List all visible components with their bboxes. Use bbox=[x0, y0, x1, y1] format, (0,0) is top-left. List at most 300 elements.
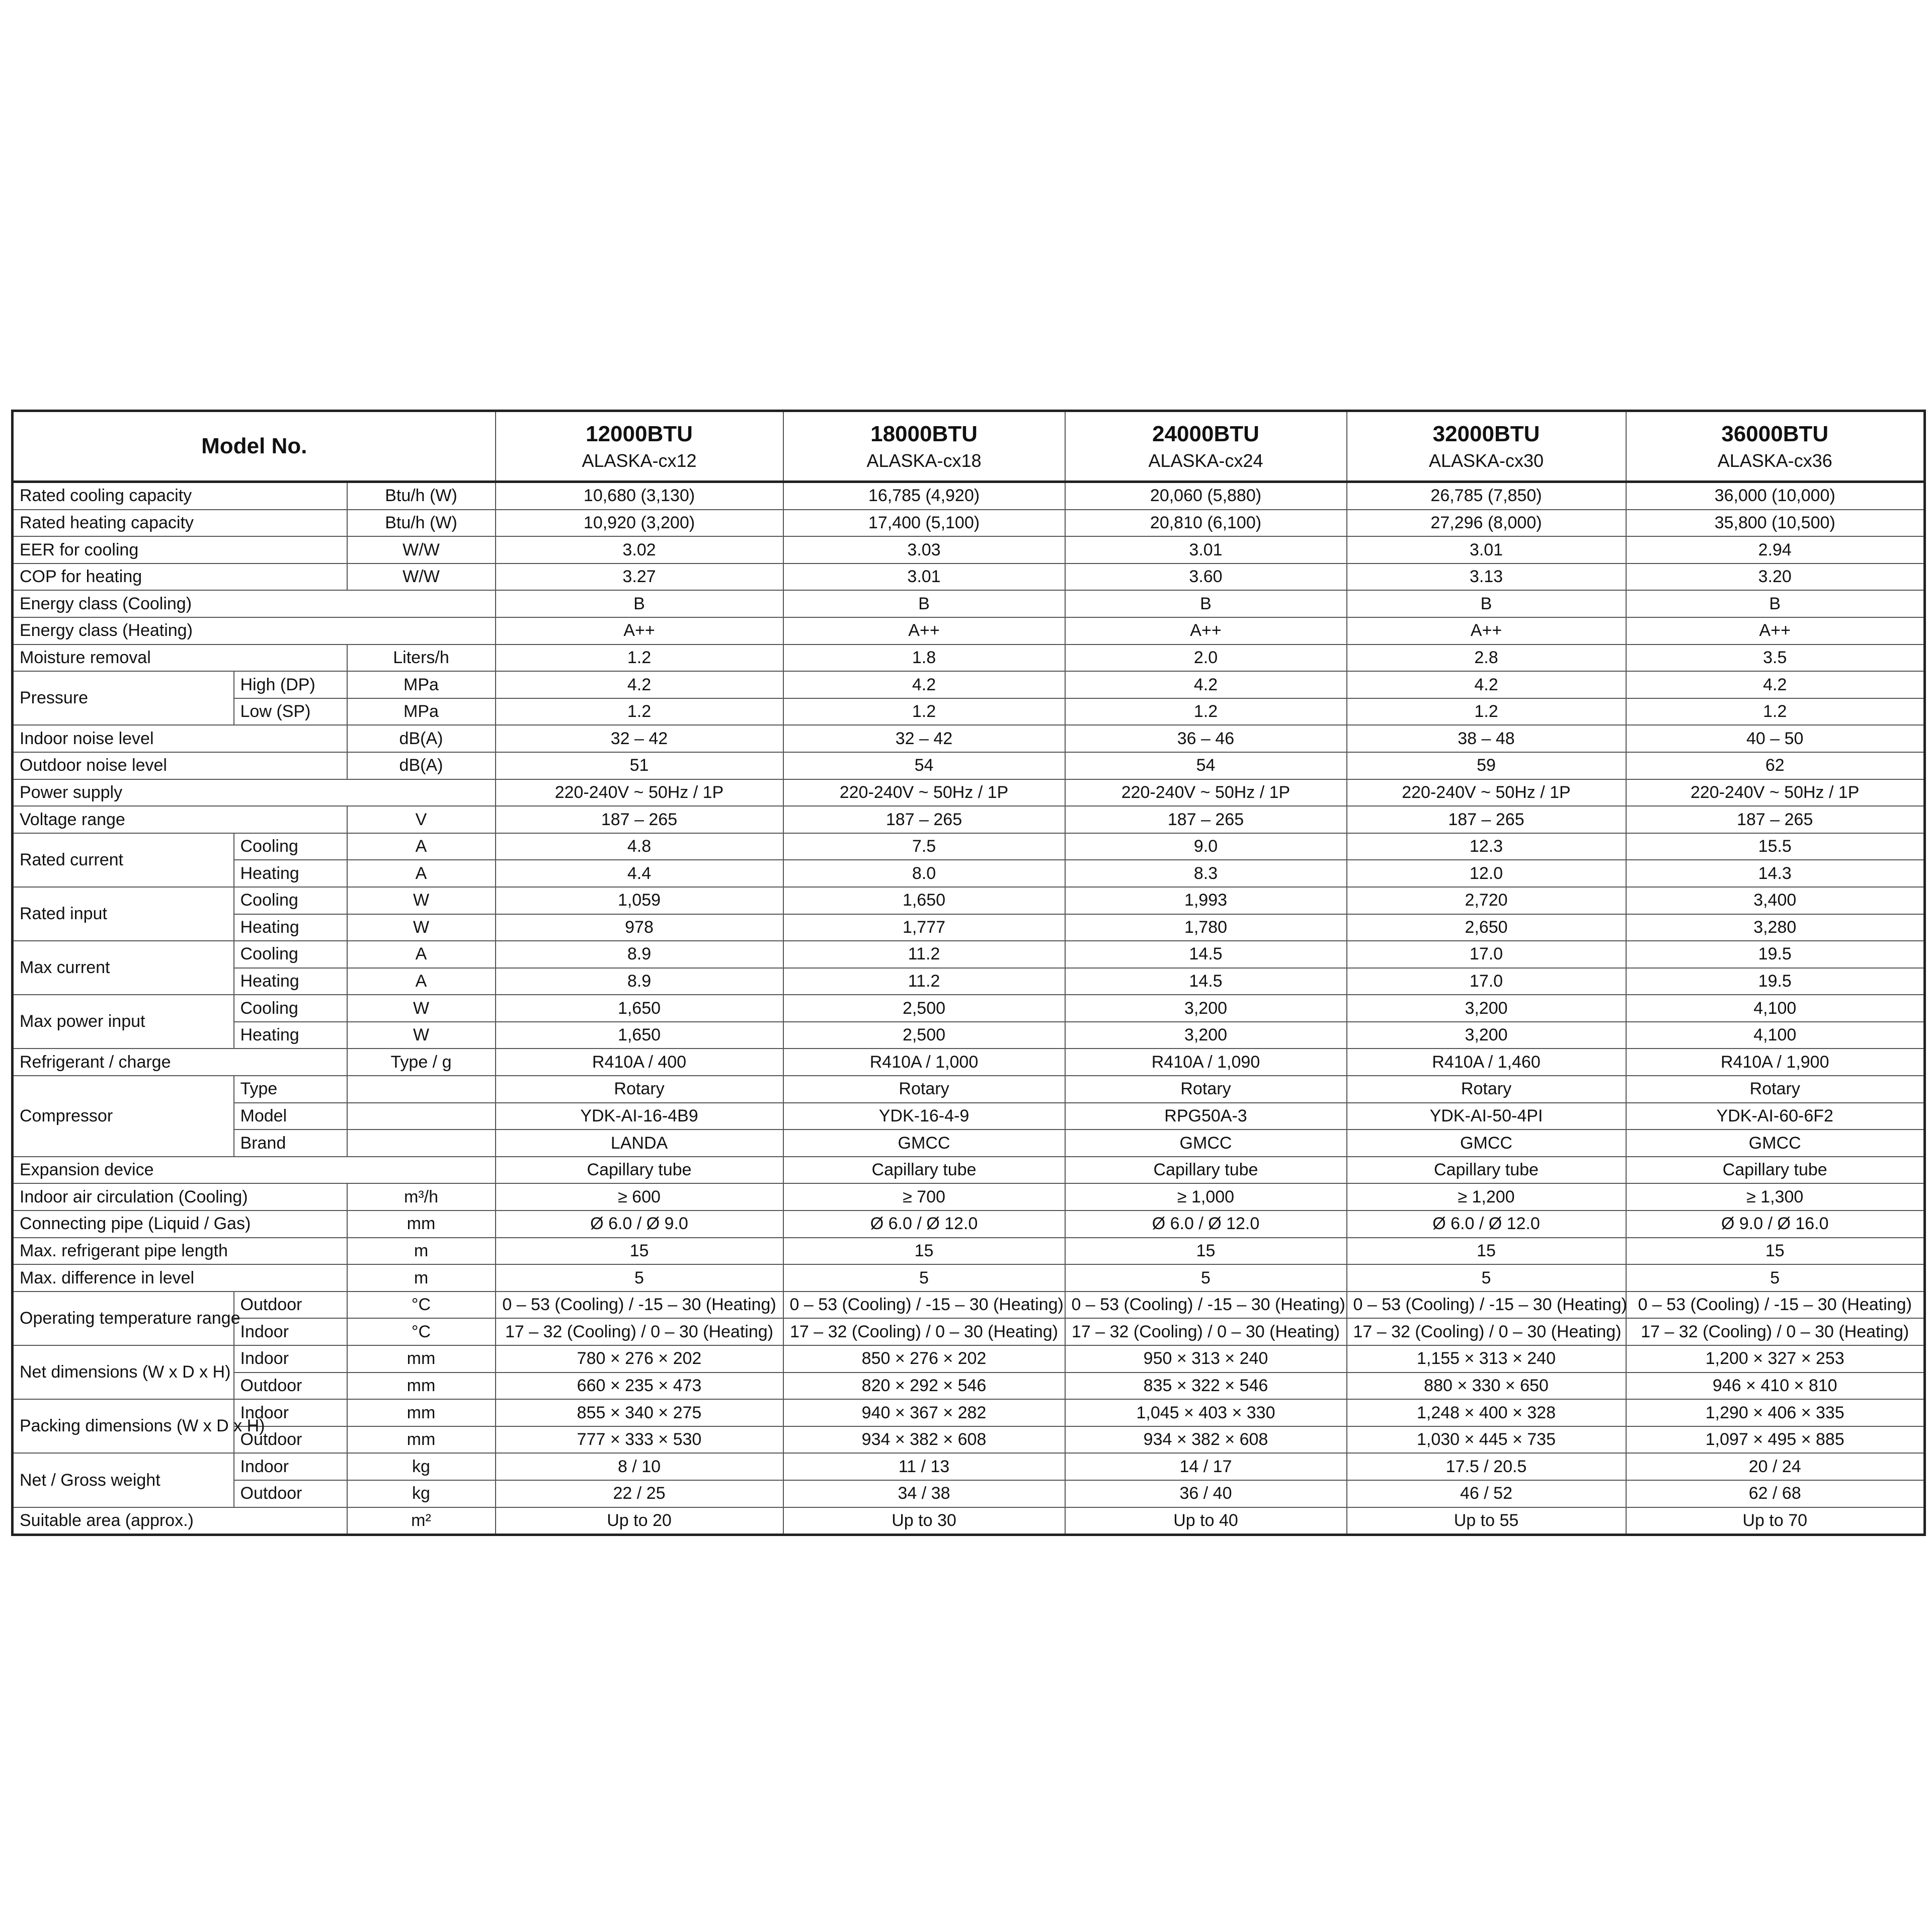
spec-value: 780 × 276 × 202 bbox=[496, 1345, 783, 1373]
row-sub-label: Heating bbox=[234, 968, 347, 995]
row-unit: m² bbox=[347, 1507, 496, 1535]
spec-value: 20 / 24 bbox=[1626, 1453, 1925, 1480]
spec-value: GMCC bbox=[1065, 1130, 1347, 1157]
spec-value: 0 – 53 (Cooling) / -15 – 30 (Heating) bbox=[496, 1292, 783, 1319]
spec-row bbox=[13, 1103, 1925, 1130]
spec-row bbox=[13, 1022, 1925, 1049]
spec-value: B bbox=[783, 590, 1065, 617]
row-label: Operating temperature range bbox=[13, 1292, 234, 1345]
row-unit: m bbox=[347, 1238, 496, 1265]
spec-value: 4.2 bbox=[496, 671, 783, 698]
spec-value: 1.2 bbox=[1626, 698, 1925, 726]
spec-value: Capillary tube bbox=[783, 1157, 1065, 1184]
spec-value: 20,810 (6,100) bbox=[1065, 510, 1347, 537]
row-unit: m³/h bbox=[347, 1183, 496, 1211]
row-label: Max power input bbox=[13, 995, 234, 1049]
spec-value: 820 × 292 × 546 bbox=[783, 1373, 1065, 1400]
spec-value: 1.2 bbox=[1065, 698, 1347, 726]
spec-value: 10,680 (3,130) bbox=[496, 482, 783, 510]
spec-value: 3.5 bbox=[1626, 645, 1925, 672]
row-label: Compressor bbox=[13, 1076, 234, 1157]
spec-value: R410A / 400 bbox=[496, 1049, 783, 1076]
spec-row bbox=[13, 1130, 1925, 1157]
spec-value: 5 bbox=[496, 1264, 783, 1292]
spec-value: 2.8 bbox=[1347, 645, 1626, 672]
spec-value: 15 bbox=[496, 1238, 783, 1265]
spec-row bbox=[13, 1211, 1925, 1238]
row-sub-label: Outdoor bbox=[234, 1480, 347, 1507]
spec-value: 0 – 53 (Cooling) / -15 – 30 (Heating) bbox=[783, 1292, 1065, 1319]
row-unit: kg bbox=[347, 1453, 496, 1480]
spec-value: Ø 6.0 / Ø 12.0 bbox=[783, 1211, 1065, 1238]
model-header-3 bbox=[1065, 411, 1347, 482]
spec-value: 3.01 bbox=[1065, 536, 1347, 564]
model-header-1 bbox=[496, 411, 783, 482]
row-sub-label: High (DP) bbox=[234, 671, 347, 698]
spec-value: 14 / 17 bbox=[1065, 1453, 1347, 1480]
model-btu: 18000BTU bbox=[870, 422, 978, 446]
spec-value: 2,500 bbox=[783, 1022, 1065, 1049]
spec-value: 187 – 265 bbox=[783, 806, 1065, 833]
spec-value: 15 bbox=[783, 1238, 1065, 1265]
row-unit: W bbox=[347, 887, 496, 914]
spec-value: ≥ 600 bbox=[496, 1183, 783, 1211]
spec-value: 3.60 bbox=[1065, 564, 1347, 591]
row-label: Indoor air circulation (Cooling) bbox=[13, 1183, 347, 1211]
spec-value: 2.0 bbox=[1065, 645, 1347, 672]
spec-row bbox=[13, 1399, 1925, 1426]
spec-value: Capillary tube bbox=[1626, 1157, 1925, 1184]
spec-row bbox=[13, 1157, 1925, 1184]
spec-value: 3,200 bbox=[1065, 995, 1347, 1022]
spec-row bbox=[13, 1345, 1925, 1373]
spec-value: R410A / 1,460 bbox=[1347, 1049, 1626, 1076]
row-unit: A bbox=[347, 860, 496, 887]
row-unit: °C bbox=[347, 1292, 496, 1319]
row-sub-label: Brand bbox=[234, 1130, 347, 1157]
spec-value: YDK-AI-16-4B9 bbox=[496, 1103, 783, 1130]
spec-value: A++ bbox=[1065, 617, 1347, 645]
model-code: ALASKA-cx12 bbox=[582, 450, 697, 471]
spec-value: 880 × 330 × 650 bbox=[1347, 1373, 1626, 1400]
model-btu: 24000BTU bbox=[1152, 422, 1259, 446]
spec-row bbox=[13, 833, 1925, 860]
spec-value: 1,290 × 406 × 335 bbox=[1626, 1399, 1925, 1426]
spec-value: 22 / 25 bbox=[496, 1480, 783, 1507]
spec-value: 35,800 (10,500) bbox=[1626, 510, 1925, 537]
row-label: Net dimensions (W x D x H) bbox=[13, 1345, 234, 1399]
header-row bbox=[13, 411, 1925, 482]
spec-value: 1,045 × 403 × 330 bbox=[1065, 1399, 1347, 1426]
spec-value: 1.8 bbox=[783, 645, 1065, 672]
spec-value: 15 bbox=[1065, 1238, 1347, 1265]
spec-row bbox=[13, 1183, 1925, 1211]
spec-value: 36,000 (10,000) bbox=[1626, 482, 1925, 510]
spec-row bbox=[13, 1076, 1925, 1103]
spec-value: 4.2 bbox=[1626, 671, 1925, 698]
spec-value: 3,400 bbox=[1626, 887, 1925, 914]
spec-value: Up to 20 bbox=[496, 1507, 783, 1535]
row-unit: A bbox=[347, 833, 496, 860]
spec-value: A++ bbox=[496, 617, 783, 645]
spec-row bbox=[13, 1292, 1925, 1319]
spec-value: YDK-AI-60-6F2 bbox=[1626, 1103, 1925, 1130]
spec-value: RPG50A-3 bbox=[1065, 1103, 1347, 1130]
spec-value: 1,155 × 313 × 240 bbox=[1347, 1345, 1626, 1373]
row-unit: V bbox=[347, 806, 496, 833]
spec-value: 4,100 bbox=[1626, 1022, 1925, 1049]
spec-row bbox=[13, 1238, 1925, 1265]
spec-row bbox=[13, 617, 1925, 645]
spec-value: 2,650 bbox=[1347, 914, 1626, 941]
spec-row bbox=[13, 1049, 1925, 1076]
row-sub-label: Indoor bbox=[234, 1318, 347, 1345]
spec-value: 17 – 32 (Cooling) / 0 – 30 (Heating) bbox=[1347, 1318, 1626, 1345]
spec-value: 3.01 bbox=[1347, 536, 1626, 564]
spec-value: 2,500 bbox=[783, 995, 1065, 1022]
spec-table bbox=[11, 410, 1926, 1536]
spec-value: 4.2 bbox=[1347, 671, 1626, 698]
spec-value: ≥ 700 bbox=[783, 1183, 1065, 1211]
row-unit: A bbox=[347, 968, 496, 995]
spec-row bbox=[13, 860, 1925, 887]
row-unit: Btu/h (W) bbox=[347, 482, 496, 510]
spec-row bbox=[13, 590, 1925, 617]
row-unit bbox=[347, 1103, 496, 1130]
spec-value: 8 / 10 bbox=[496, 1453, 783, 1480]
model-no-label: Model No. bbox=[13, 411, 496, 482]
spec-value: ≥ 1,200 bbox=[1347, 1183, 1626, 1211]
row-unit: W/W bbox=[347, 564, 496, 591]
spec-row bbox=[13, 1318, 1925, 1345]
row-sub-label: Indoor bbox=[234, 1453, 347, 1480]
row-unit: mm bbox=[347, 1399, 496, 1426]
spec-value: 4.4 bbox=[496, 860, 783, 887]
row-sub-label: Heating bbox=[234, 914, 347, 941]
spec-value: 934 × 382 × 608 bbox=[1065, 1426, 1347, 1454]
spec-value: 11.2 bbox=[783, 941, 1065, 968]
spec-value: 62 bbox=[1626, 752, 1925, 779]
row-unit: mm bbox=[347, 1345, 496, 1373]
row-label: Max. difference in level bbox=[13, 1264, 347, 1292]
spec-value: Rotary bbox=[1347, 1076, 1626, 1103]
row-unit: dB(A) bbox=[347, 752, 496, 779]
model-code: ALASKA-cx24 bbox=[1148, 450, 1263, 471]
spec-value: B bbox=[496, 590, 783, 617]
spec-value: 5 bbox=[1626, 1264, 1925, 1292]
row-unit: W bbox=[347, 914, 496, 941]
spec-value: 32 – 42 bbox=[783, 725, 1065, 752]
spec-value: 17.5 / 20.5 bbox=[1347, 1453, 1626, 1480]
spec-value: 220-240V ~ 50Hz / 1P bbox=[1347, 779, 1626, 807]
row-unit: mm bbox=[347, 1426, 496, 1454]
row-label: Net / Gross weight bbox=[13, 1453, 234, 1507]
spec-row bbox=[13, 482, 1925, 510]
row-unit: mm bbox=[347, 1373, 496, 1400]
row-label: Packing dimensions (W x D x H) bbox=[13, 1399, 234, 1453]
row-unit: A bbox=[347, 941, 496, 968]
spec-value: B bbox=[1347, 590, 1626, 617]
spec-value: 1,030 × 445 × 735 bbox=[1347, 1426, 1626, 1454]
spec-value: ≥ 1,300 bbox=[1626, 1183, 1925, 1211]
row-label: Max current bbox=[13, 941, 234, 995]
spec-value: B bbox=[1065, 590, 1347, 617]
row-label: Moisture removal bbox=[13, 645, 347, 672]
spec-row bbox=[13, 887, 1925, 914]
spec-value: 187 – 265 bbox=[1347, 806, 1626, 833]
model-header-5 bbox=[1626, 411, 1925, 482]
spec-value: 2.94 bbox=[1626, 536, 1925, 564]
row-label: Energy class (Heating) bbox=[13, 617, 496, 645]
spec-value: GMCC bbox=[1347, 1130, 1626, 1157]
spec-value: 1,993 bbox=[1065, 887, 1347, 914]
spec-value: 1,780 bbox=[1065, 914, 1347, 941]
spec-value: 20,060 (5,880) bbox=[1065, 482, 1347, 510]
spec-value: 978 bbox=[496, 914, 783, 941]
row-label: Connecting pipe (Liquid / Gas) bbox=[13, 1211, 347, 1238]
spec-value: 187 – 265 bbox=[1065, 806, 1347, 833]
spec-value: 1.2 bbox=[1347, 698, 1626, 726]
spec-value: A++ bbox=[1626, 617, 1925, 645]
spec-value: Capillary tube bbox=[496, 1157, 783, 1184]
row-label: Rated heating capacity bbox=[13, 510, 347, 537]
spec-value: 12.0 bbox=[1347, 860, 1626, 887]
spec-value: 15 bbox=[1347, 1238, 1626, 1265]
row-label: Rated input bbox=[13, 887, 234, 941]
spec-value: 14.5 bbox=[1065, 968, 1347, 995]
spec-value: 950 × 313 × 240 bbox=[1065, 1345, 1347, 1373]
spec-value: LANDA bbox=[496, 1130, 783, 1157]
row-label: Rated cooling capacity bbox=[13, 482, 347, 510]
spec-value: Up to 70 bbox=[1626, 1507, 1925, 1535]
row-sub-label: Indoor bbox=[234, 1399, 347, 1426]
row-sub-label: Outdoor bbox=[234, 1292, 347, 1319]
spec-row bbox=[13, 1426, 1925, 1454]
spec-value: 1,200 × 327 × 253 bbox=[1626, 1345, 1925, 1373]
spec-value: 3.20 bbox=[1626, 564, 1925, 591]
row-unit: °C bbox=[347, 1318, 496, 1345]
spec-value: 54 bbox=[783, 752, 1065, 779]
spec-value: 3.27 bbox=[496, 564, 783, 591]
spec-value: 10,920 (3,200) bbox=[496, 510, 783, 537]
spec-value: 0 – 53 (Cooling) / -15 – 30 (Heating) bbox=[1347, 1292, 1626, 1319]
spec-value: 17 – 32 (Cooling) / 0 – 30 (Heating) bbox=[1065, 1318, 1347, 1345]
spec-value: Ø 6.0 / Ø 12.0 bbox=[1347, 1211, 1626, 1238]
spec-value: 940 × 367 × 282 bbox=[783, 1399, 1065, 1426]
row-sub-label: Outdoor bbox=[234, 1426, 347, 1454]
row-label: Pressure bbox=[13, 671, 234, 725]
spec-value: 51 bbox=[496, 752, 783, 779]
row-unit bbox=[347, 1130, 496, 1157]
spec-value: R410A / 1,900 bbox=[1626, 1049, 1925, 1076]
spec-value: 9.0 bbox=[1065, 833, 1347, 860]
spec-value: 5 bbox=[1347, 1264, 1626, 1292]
spec-value: 46 / 52 bbox=[1347, 1480, 1626, 1507]
spec-value: Up to 55 bbox=[1347, 1507, 1626, 1535]
spec-value: 3.13 bbox=[1347, 564, 1626, 591]
spec-row bbox=[13, 806, 1925, 833]
row-sub-label: Model bbox=[234, 1103, 347, 1130]
spec-row bbox=[13, 645, 1925, 672]
model-code: ALASKA-cx36 bbox=[1717, 450, 1832, 471]
spec-value: 26,785 (7,850) bbox=[1347, 482, 1626, 510]
spec-value: Rotary bbox=[496, 1076, 783, 1103]
spec-value: 1,650 bbox=[496, 1022, 783, 1049]
spec-value: 5 bbox=[783, 1264, 1065, 1292]
spec-row bbox=[13, 671, 1925, 698]
spec-value: 855 × 340 × 275 bbox=[496, 1399, 783, 1426]
spec-value: 1,777 bbox=[783, 914, 1065, 941]
row-unit: dB(A) bbox=[347, 725, 496, 752]
row-label: Outdoor noise level bbox=[13, 752, 347, 779]
spec-value: 40 – 50 bbox=[1626, 725, 1925, 752]
model-header-4 bbox=[1347, 411, 1626, 482]
row-unit: mm bbox=[347, 1211, 496, 1238]
row-unit: MPa bbox=[347, 671, 496, 698]
spec-value: B bbox=[1626, 590, 1925, 617]
spec-value: 14.5 bbox=[1065, 941, 1347, 968]
spec-row bbox=[13, 752, 1925, 779]
spec-value: R410A / 1,000 bbox=[783, 1049, 1065, 1076]
spec-value: 850 × 276 × 202 bbox=[783, 1345, 1065, 1373]
spec-value: 3,280 bbox=[1626, 914, 1925, 941]
spec-row bbox=[13, 968, 1925, 995]
spec-row bbox=[13, 1480, 1925, 1507]
row-sub-label: Cooling bbox=[234, 833, 347, 860]
spec-value: 1,248 × 400 × 328 bbox=[1347, 1399, 1626, 1426]
spec-value: 1,097 × 495 × 885 bbox=[1626, 1426, 1925, 1454]
row-label: Suitable area (approx.) bbox=[13, 1507, 347, 1535]
spec-value: 15 bbox=[1626, 1238, 1925, 1265]
spec-row bbox=[13, 510, 1925, 537]
spec-value: Ø 6.0 / Ø 12.0 bbox=[1065, 1211, 1347, 1238]
spec-value: 36 / 40 bbox=[1065, 1480, 1347, 1507]
spec-value: 946 × 410 × 810 bbox=[1626, 1373, 1925, 1400]
spec-value: 8.9 bbox=[496, 968, 783, 995]
spec-value: 19.5 bbox=[1626, 941, 1925, 968]
spec-row bbox=[13, 1264, 1925, 1292]
row-label: Rated current bbox=[13, 833, 234, 887]
spec-value: R410A / 1,090 bbox=[1065, 1049, 1347, 1076]
row-sub-label: Heating bbox=[234, 860, 347, 887]
spec-value: YDK-AI-50-4PI bbox=[1347, 1103, 1626, 1130]
spec-value: 660 × 235 × 473 bbox=[496, 1373, 783, 1400]
spec-value: 17.0 bbox=[1347, 941, 1626, 968]
spec-value: 16,785 (4,920) bbox=[783, 482, 1065, 510]
spec-value: A++ bbox=[783, 617, 1065, 645]
spec-value: Up to 40 bbox=[1065, 1507, 1347, 1535]
model-code: ALASKA-cx30 bbox=[1428, 450, 1544, 471]
spec-value: 14.3 bbox=[1626, 860, 1925, 887]
row-unit: W bbox=[347, 1022, 496, 1049]
spec-value: 4.2 bbox=[1065, 671, 1347, 698]
spec-value: Rotary bbox=[1626, 1076, 1925, 1103]
spec-value: 1.2 bbox=[783, 698, 1065, 726]
row-unit: kg bbox=[347, 1480, 496, 1507]
spec-row bbox=[13, 1373, 1925, 1400]
spec-value: 7.5 bbox=[783, 833, 1065, 860]
row-unit: W/W bbox=[347, 536, 496, 564]
spec-value: 8.9 bbox=[496, 941, 783, 968]
spec-value: 5 bbox=[1065, 1264, 1347, 1292]
spec-value: 17 – 32 (Cooling) / 0 – 30 (Heating) bbox=[496, 1318, 783, 1345]
row-sub-label: Type bbox=[234, 1076, 347, 1103]
spec-value: 4,100 bbox=[1626, 995, 1925, 1022]
row-label: Max. refrigerant pipe length bbox=[13, 1238, 347, 1265]
spec-value: 934 × 382 × 608 bbox=[783, 1426, 1065, 1454]
spec-value: ≥ 1,000 bbox=[1065, 1183, 1347, 1211]
spec-value: 187 – 265 bbox=[496, 806, 783, 833]
row-label: EER for cooling bbox=[13, 536, 347, 564]
row-label: Power supply bbox=[13, 779, 496, 807]
spec-value: A++ bbox=[1347, 617, 1626, 645]
spec-value: 220-240V ~ 50Hz / 1P bbox=[783, 779, 1065, 807]
spec-row bbox=[13, 564, 1925, 591]
spec-value: 1,650 bbox=[496, 995, 783, 1022]
row-sub-label: Indoor bbox=[234, 1345, 347, 1373]
row-unit bbox=[347, 1076, 496, 1103]
spec-value: 1.2 bbox=[496, 645, 783, 672]
model-btu: 36000BTU bbox=[1721, 422, 1829, 446]
spec-value: 17,400 (5,100) bbox=[783, 510, 1065, 537]
spec-value: 0 – 53 (Cooling) / -15 – 30 (Heating) bbox=[1626, 1292, 1925, 1319]
model-code: ALASKA-cx18 bbox=[866, 450, 982, 471]
spec-value: 38 – 48 bbox=[1347, 725, 1626, 752]
spec-value: 3.03 bbox=[783, 536, 1065, 564]
spec-value: 15.5 bbox=[1626, 833, 1925, 860]
spec-value: 17 – 32 (Cooling) / 0 – 30 (Heating) bbox=[783, 1318, 1065, 1345]
row-label: Voltage range bbox=[13, 806, 347, 833]
row-sub-label: Cooling bbox=[234, 995, 347, 1022]
spec-value: Up to 30 bbox=[783, 1507, 1065, 1535]
spec-value: 220-240V ~ 50Hz / 1P bbox=[1065, 779, 1347, 807]
row-label: COP for heating bbox=[13, 564, 347, 591]
model-btu: 32000BTU bbox=[1432, 422, 1540, 446]
row-unit: MPa bbox=[347, 698, 496, 726]
spec-row bbox=[13, 914, 1925, 941]
spec-row bbox=[13, 941, 1925, 968]
spec-value: 19.5 bbox=[1626, 968, 1925, 995]
row-unit: Btu/h (W) bbox=[347, 510, 496, 537]
spec-value: 1,059 bbox=[496, 887, 783, 914]
spec-value: 11 / 13 bbox=[783, 1453, 1065, 1480]
spec-row bbox=[13, 1507, 1925, 1535]
model-btu: 12000BTU bbox=[586, 422, 693, 446]
spec-value: 2,720 bbox=[1347, 887, 1626, 914]
spec-value: 835 × 322 × 546 bbox=[1065, 1373, 1347, 1400]
row-label: Indoor noise level bbox=[13, 725, 347, 752]
spec-value: 3,200 bbox=[1347, 995, 1626, 1022]
row-sub-label: Cooling bbox=[234, 887, 347, 914]
spec-value: 27,296 (8,000) bbox=[1347, 510, 1626, 537]
row-sub-label: Outdoor bbox=[234, 1373, 347, 1400]
spec-value: GMCC bbox=[783, 1130, 1065, 1157]
spec-body bbox=[13, 482, 1925, 1535]
spec-value: 62 / 68 bbox=[1626, 1480, 1925, 1507]
spec-value: 17 – 32 (Cooling) / 0 – 30 (Heating) bbox=[1626, 1318, 1925, 1345]
spec-value: 777 × 333 × 530 bbox=[496, 1426, 783, 1454]
spec-value: Capillary tube bbox=[1347, 1157, 1626, 1184]
spec-row bbox=[13, 1453, 1925, 1480]
spec-value: Rotary bbox=[1065, 1076, 1347, 1103]
spec-value: 3.01 bbox=[783, 564, 1065, 591]
spec-value: Capillary tube bbox=[1065, 1157, 1347, 1184]
spec-value: GMCC bbox=[1626, 1130, 1925, 1157]
row-label: Refrigerant / charge bbox=[13, 1049, 347, 1076]
row-unit: m bbox=[347, 1264, 496, 1292]
spec-row bbox=[13, 725, 1925, 752]
row-label: Energy class (Cooling) bbox=[13, 590, 496, 617]
